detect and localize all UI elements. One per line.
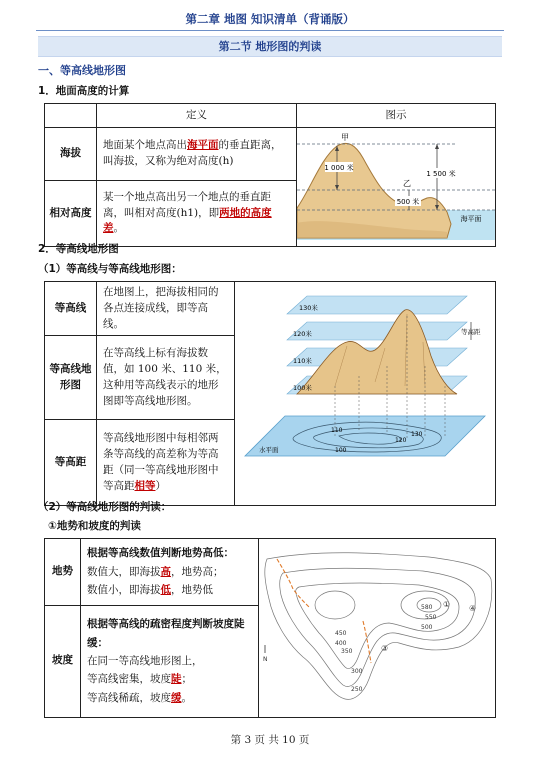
map-value-400: 400 (335, 640, 347, 647)
definition-altitude: 地面某个地点高出海平面的垂直距离，叫海拔，又称为绝对高度(h) (97, 128, 297, 181)
altitude-figure-cell (297, 128, 496, 247)
contour-value-100: 100 (335, 446, 347, 454)
term-contour-interval: 等高距 (45, 420, 97, 506)
definition-contour-topo-map: 在等高线上标有海拔数值，如 100 米、110 米，这种用等高线表示的地形图即等高线地形图。 (97, 336, 235, 420)
map-value-350: 350 (341, 648, 353, 655)
table-corner-cell (45, 104, 97, 128)
marker-3: ③ (381, 644, 389, 653)
keyword-sea-level: 海平面 (187, 139, 219, 152)
contour-value-130: 130 (411, 430, 423, 438)
map-value-500: 500 (421, 624, 433, 631)
contour-figure-cell (235, 282, 496, 506)
map-value-550: 550 (425, 614, 437, 621)
heading-contour-topo-map: 2．等高线地形图 (38, 243, 119, 255)
label-100m: 100米 (293, 383, 312, 392)
north-label: N (263, 656, 268, 663)
definition-slope: 根据等高线的疏密程度判断坡度陡缓： 在同一等高线地形图上， 等高线密集，坡度陡； 等高线稀疏，坡度缓。 (81, 605, 259, 717)
term-relative-height: 相对高度 (45, 181, 97, 247)
heading-terrain-slope: ①地势和坡度的判读 (48, 520, 141, 532)
label-130m: 130米 (299, 303, 318, 312)
col-figure-header: 图示 (297, 104, 496, 128)
keyword-gentle: 缓 (171, 691, 182, 704)
keyword-low: 低 (160, 583, 171, 596)
contour-layers-diagram (235, 286, 495, 496)
document-header-title: 第二章 地图 知识清单（背诵版） (185, 12, 355, 26)
definition-terrain: 根据等高线数值判断地势高低： 数值大，即海拔高，地势高； 数值小，即海拔低，地势低 (81, 539, 259, 606)
contour-table (44, 281, 496, 506)
definition-contour-interval: 等高线地形图中每相邻两条等高线的高差称为等高距（同一等高线地形图中等高距相等） (97, 420, 235, 506)
heading-contour-definition: （1）等高线与等高线地形图： (38, 263, 182, 275)
label-contour-interval: 等高距 (461, 327, 481, 336)
contour-value-110: 110 (331, 426, 343, 434)
label-500m: 500 米 (396, 198, 420, 206)
heading-height-calculation: 1．地面高度的计算 (38, 85, 130, 97)
definition-contour-line: 在地图上，把海拔相同的各点连接成线，即等高线。 (97, 282, 235, 336)
col-definition-header: 定义 (97, 104, 297, 128)
marker-1: ① (443, 600, 451, 609)
label-peak-a: 甲 (341, 133, 349, 142)
term-slope: 坡度 (45, 605, 81, 717)
label-horizontal-plane: 水平面 (259, 445, 279, 454)
term-altitude: 海拔 (45, 128, 97, 181)
label-110m: 110米 (293, 356, 312, 365)
height-table (44, 103, 496, 247)
label-sea-level: 海平面 (460, 215, 482, 223)
marker-4: ④ (469, 604, 477, 613)
contour-value-120: 120 (395, 436, 407, 444)
map-value-250: 250 (351, 686, 363, 693)
label-1500m: 1 500 米 (426, 170, 456, 178)
page-footer: 第 3 页 共 10 页 (230, 734, 310, 746)
term-terrain: 地势 (45, 539, 81, 606)
header-divider (36, 30, 504, 31)
term-contour-topo-map: 等高线地形图 (45, 336, 97, 420)
label-1000m: 1 000 米 (324, 164, 354, 172)
map-value-450: 450 (335, 630, 347, 637)
label-120m: 120米 (293, 329, 312, 338)
terrain-slope-table (44, 538, 496, 718)
keyword-high: 高 (160, 565, 171, 578)
term-contour-line: 等高线 (45, 282, 97, 336)
definition-relative-height: 某一个地点高出另一个地点的垂直距离，叫相对高度(h1)，即两地的高度差。 (97, 181, 297, 247)
altitude-diagram (297, 128, 495, 240)
map-value-300: 300 (351, 668, 363, 675)
keyword-height-difference: 两地的高度差 (103, 206, 272, 235)
section-title: 第二节 地形图的判读 (38, 36, 502, 57)
label-peak-b: 乙 (403, 179, 411, 188)
contour-map-figure-cell (259, 539, 496, 718)
keyword-equal: 相等 (134, 479, 156, 492)
map-value-580: 580 (421, 604, 433, 611)
heading-contour-map: 一、等高线地形图 (38, 64, 126, 77)
keyword-steep: 陡 (171, 673, 182, 686)
heading-contour-reading: （2）等高线地形图的判读： (38, 501, 172, 513)
contour-map-diagram (259, 539, 495, 711)
